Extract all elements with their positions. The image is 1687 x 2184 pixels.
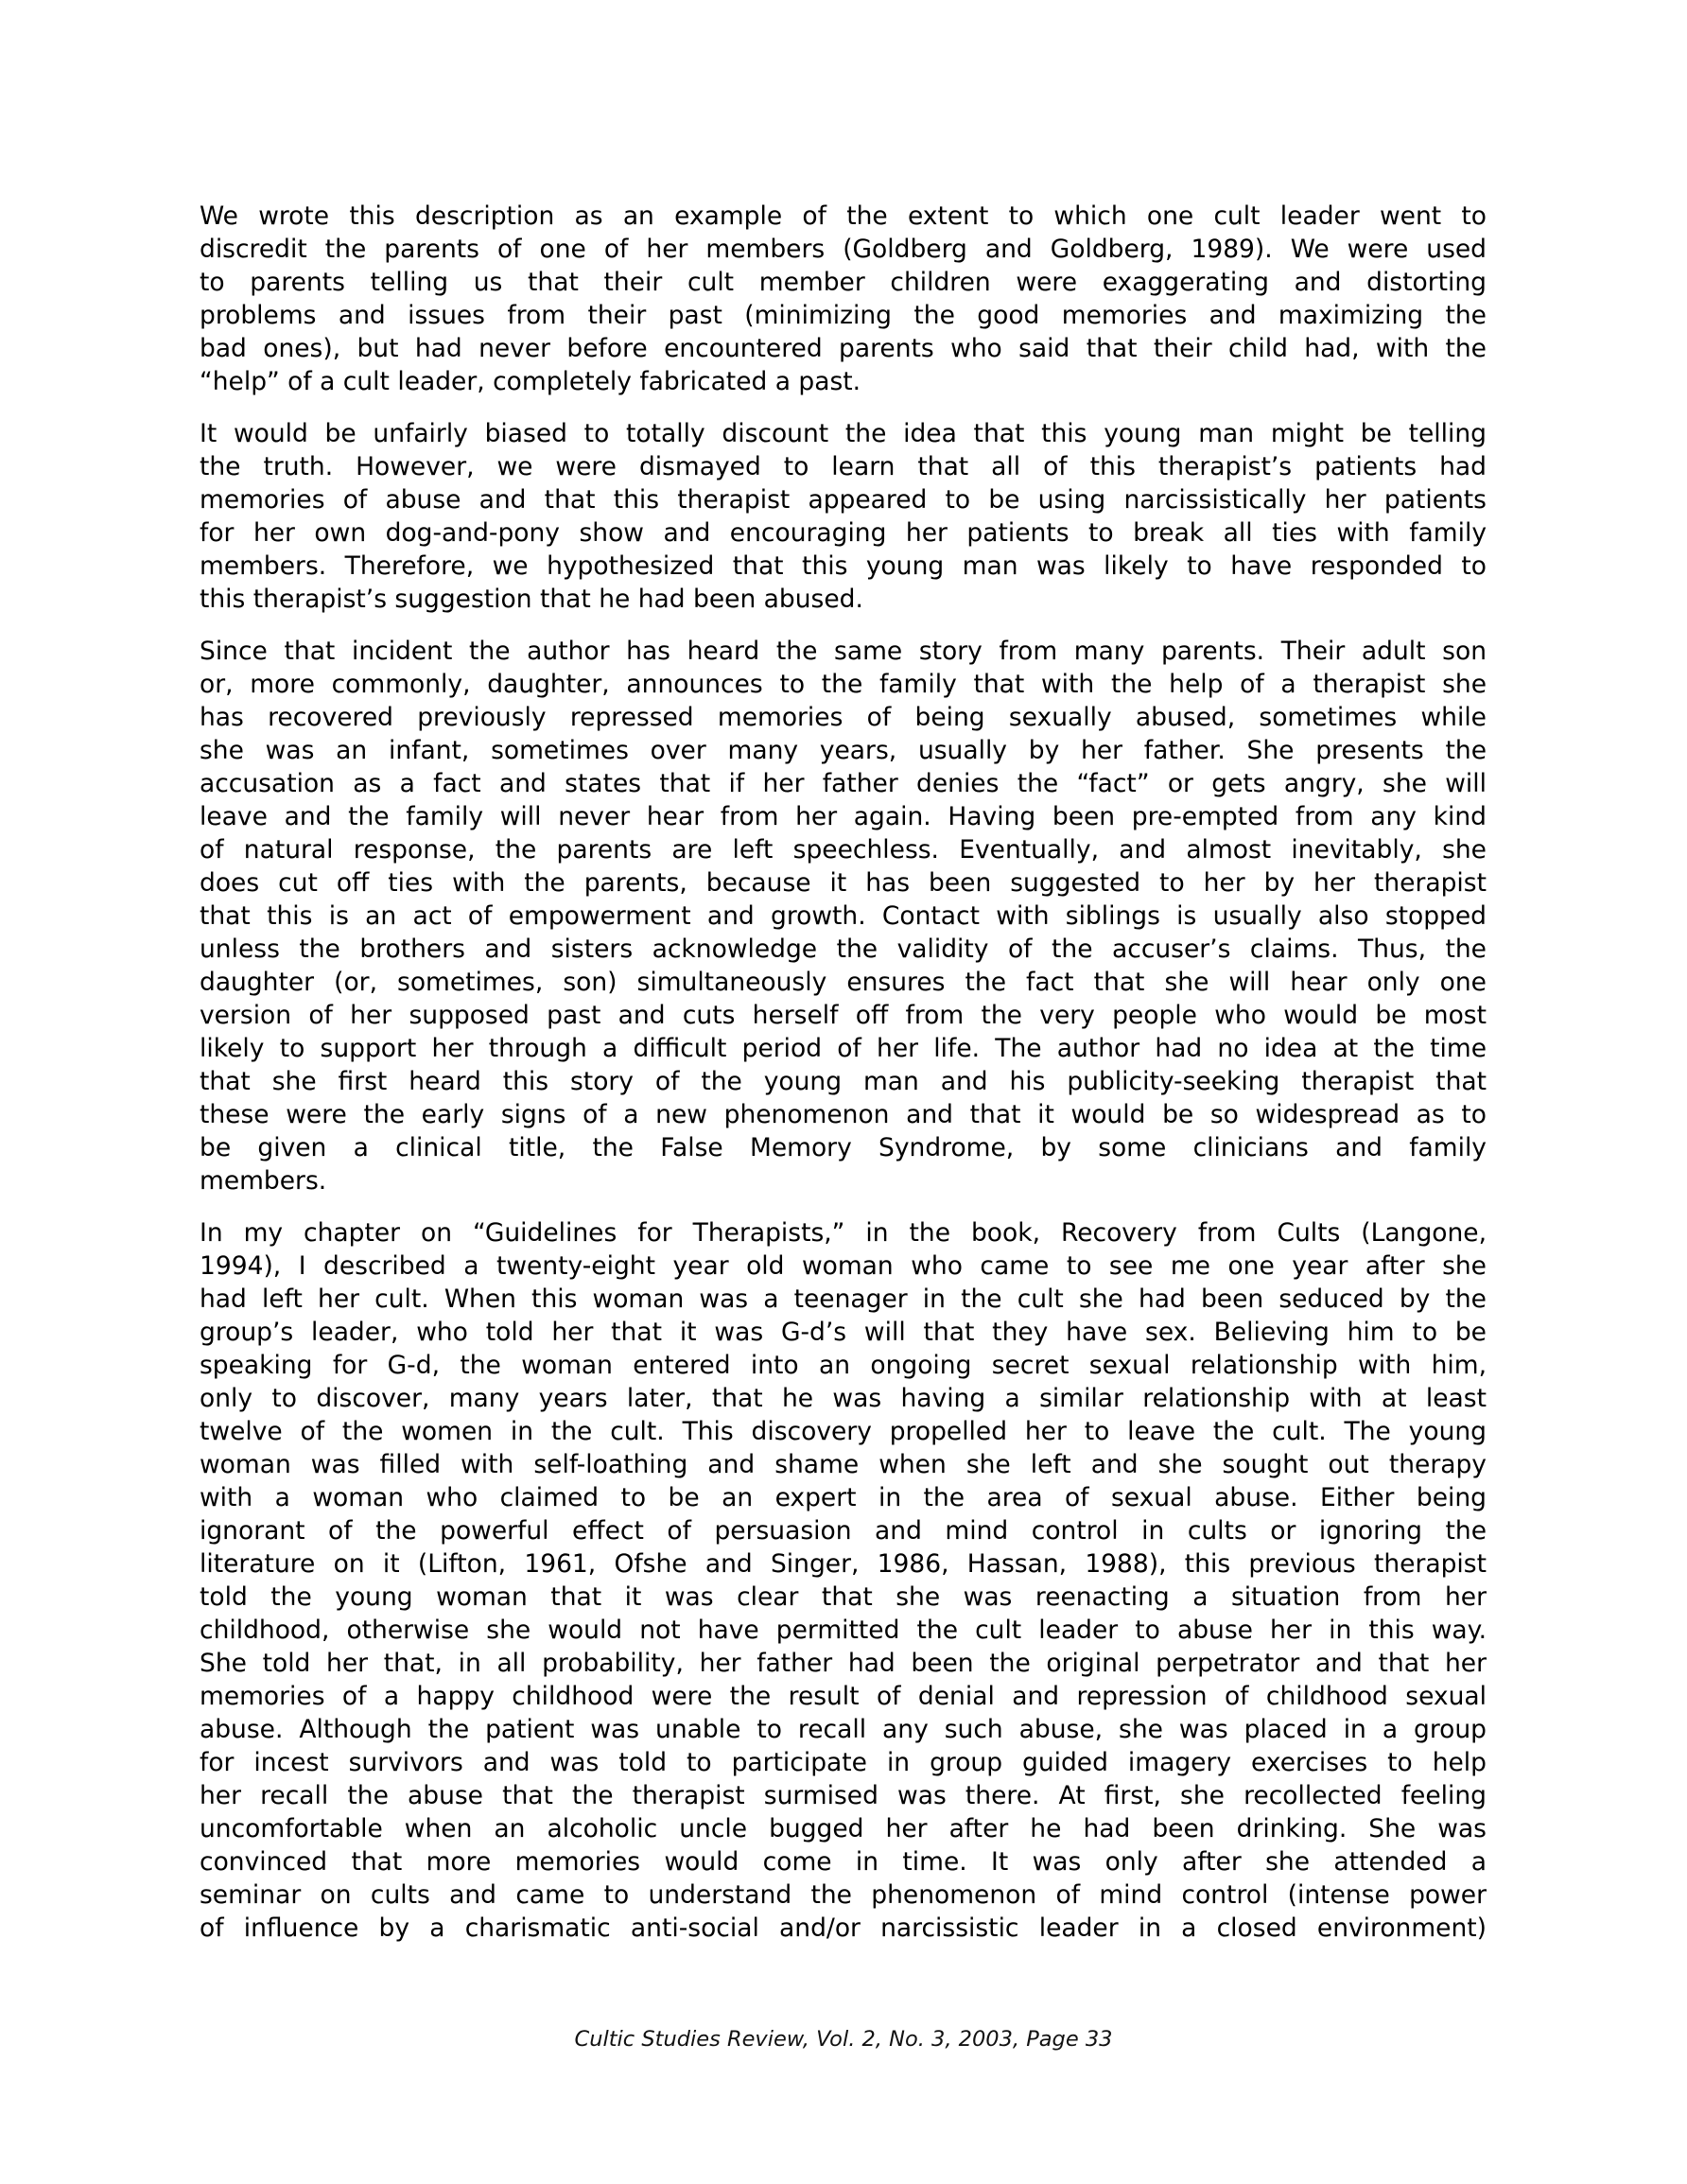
- text-line: of influence by a charismatic anti-social and/or narcissistic leader in a closed environment): [200, 1913, 1487, 1943]
- text-line: It would be unfairly biased to totally discount the idea that this young man might be telling: [200, 419, 1487, 448]
- text-line: Since that incident the author has heard the same story from many parents. Their adult son: [200, 637, 1487, 666]
- text-line: discredit the parents of one of her members (Goldberg and Goldberg, 1989). We were used: [200, 235, 1487, 264]
- text-line: this therapist’s suggestion that he had been abused.: [200, 585, 863, 614]
- text-line: In my chapter on “Guidelines for Therapists,” in the book, Recovery from Cults (Langone,: [200, 1218, 1487, 1248]
- text-line: She told her that, in all probability, her father had been the original perpetrator and that her: [200, 1649, 1487, 1678]
- text-line: be given a clinical title, the False Memory Syndrome, by some clinicians and family: [200, 1133, 1487, 1162]
- text-line: abuse. Although the patient was unable to recall any such abuse, she was placed in a group: [200, 1715, 1487, 1744]
- text-line: her recall the abuse that the therapist surmised was there. At first, she recollected feeling: [200, 1781, 1487, 1810]
- text-line: only to discover, many years later, that he was having a similar relationship with at least: [200, 1384, 1487, 1413]
- text-line: or, more commonly, daughter, announces to the family that with the help of a therapist she: [200, 670, 1487, 699]
- text-line: members.: [200, 1166, 327, 1196]
- text-line: likely to support her through a difficult period of her life. The author had no idea at the time: [200, 1034, 1487, 1063]
- text-line: for incest survivors and was told to participate in group guided imagery exercises to help: [200, 1748, 1487, 1777]
- text-line: of natural response, the parents are left speechless. Eventually, and almost inevitably, she: [200, 835, 1487, 865]
- text-line: with a woman who claimed to be an expert in the area of sexual abuse. Either being: [200, 1483, 1487, 1512]
- text-line: accusation as a fact and states that if her father denies the “fact” or gets angry, she will: [200, 769, 1487, 798]
- text-line: uncomfortable when an alcoholic uncle bugged her after he had been drinking. She was: [200, 1814, 1487, 1843]
- text-line: problems and issues from their past (minimizing the good memories and maximizing the: [200, 301, 1487, 330]
- text-line: does cut off ties with the parents, because it has been suggested to her by her therapist: [200, 868, 1487, 898]
- text-line: has recovered previously repressed memories of being sexually abused, sometimes while: [200, 703, 1487, 732]
- text-line: she was an infant, sometimes over many years, usually by her father. She presents the: [200, 736, 1487, 765]
- text-line: version of her supposed past and cuts herself off from the very people who would be most: [200, 1001, 1487, 1030]
- text-line: the truth. However, we were dismayed to learn that all of this therapist’s patients had: [200, 452, 1487, 481]
- text-line: We wrote this description as an example of the extent to which one cult leader went to: [200, 201, 1487, 231]
- text-line: woman was filled with self-loathing and shame when she left and she sought out therapy: [200, 1450, 1487, 1479]
- text-line: memories of abuse and that this therapist appeared to be using narcissistically her patients: [200, 485, 1487, 515]
- text-line: twelve of the women in the cult. This discovery propelled her to leave the cult. The young: [200, 1417, 1487, 1446]
- text-line: unless the brothers and sisters acknowledge the validity of the accuser’s claims. Thus, the: [200, 935, 1487, 964]
- paragraph-3: [200, 635, 1487, 1197]
- paragraph-2: [200, 417, 1487, 616]
- text-line: daughter (or, sometimes, son) simultaneously ensures the fact that she will hear only one: [200, 968, 1487, 997]
- text-line: group’s leader, who told her that it was G-d’s will that they have sex. Believing him to be: [200, 1318, 1487, 1347]
- text-line: “help” of a cult leader, completely fabricated a past.: [200, 367, 861, 396]
- article-body: [200, 200, 1487, 1964]
- text-line: these were the early signs of a new phenomenon and that it would be so widespread as to: [200, 1100, 1487, 1129]
- text-line: told the young woman that it was clear that she was reenacting a situation from her: [200, 1582, 1487, 1612]
- page-footer: Cultic Studies Review, Vol. 2, No. 3, 2003, Page 33: [574, 2027, 1113, 2052]
- text-line: for her own dog-and-pony show and encouraging her patients to break all ties with family: [200, 518, 1487, 548]
- text-line: to parents telling us that their cult member children were exaggerating and distorting: [200, 268, 1487, 297]
- text-line: literature on it (Lifton, 1961, Ofshe and Singer, 1986, Hassan, 1988), this previous therapist: [200, 1549, 1487, 1579]
- text-line: childhood, otherwise she would not have permitted the cult leader to abuse her in this way.: [200, 1616, 1487, 1645]
- text-line: 1994), I described a twenty-eight year old woman who came to see me one year after she: [200, 1251, 1487, 1281]
- text-line: that she first heard this story of the young man and his publicity-seeking therapist that: [200, 1067, 1487, 1096]
- text-line: bad ones), but had never before encountered parents who said that their child had, with the: [200, 334, 1487, 363]
- paragraph-4: [200, 1216, 1487, 1945]
- text-line: members. Therefore, we hypothesized that this young man was likely to have responded to: [200, 551, 1487, 581]
- text-line: seminar on cults and came to understand the phenomenon of mind control (intense power: [200, 1880, 1487, 1910]
- text-line: ignorant of the powerful effect of persuasion and mind control in cults or ignoring the: [200, 1516, 1487, 1546]
- text-line: memories of a happy childhood were the result of denial and repression of childhood sexual: [200, 1682, 1487, 1711]
- text-line: convinced that more memories would come in time. It was only after she attended a: [200, 1847, 1487, 1877]
- text-line: had left her cult. When this woman was a teenager in the cult she had been seduced by the: [200, 1284, 1487, 1314]
- paragraph-1: [200, 200, 1487, 398]
- text-line: leave and the family will never hear from her again. Having been pre-empted from any kind: [200, 802, 1487, 831]
- text-line: speaking for G-d, the woman entered into an ongoing secret sexual relationship with him,: [200, 1351, 1487, 1380]
- text-line: that this is an act of empowerment and growth. Contact with siblings is usually also stopped: [200, 901, 1487, 931]
